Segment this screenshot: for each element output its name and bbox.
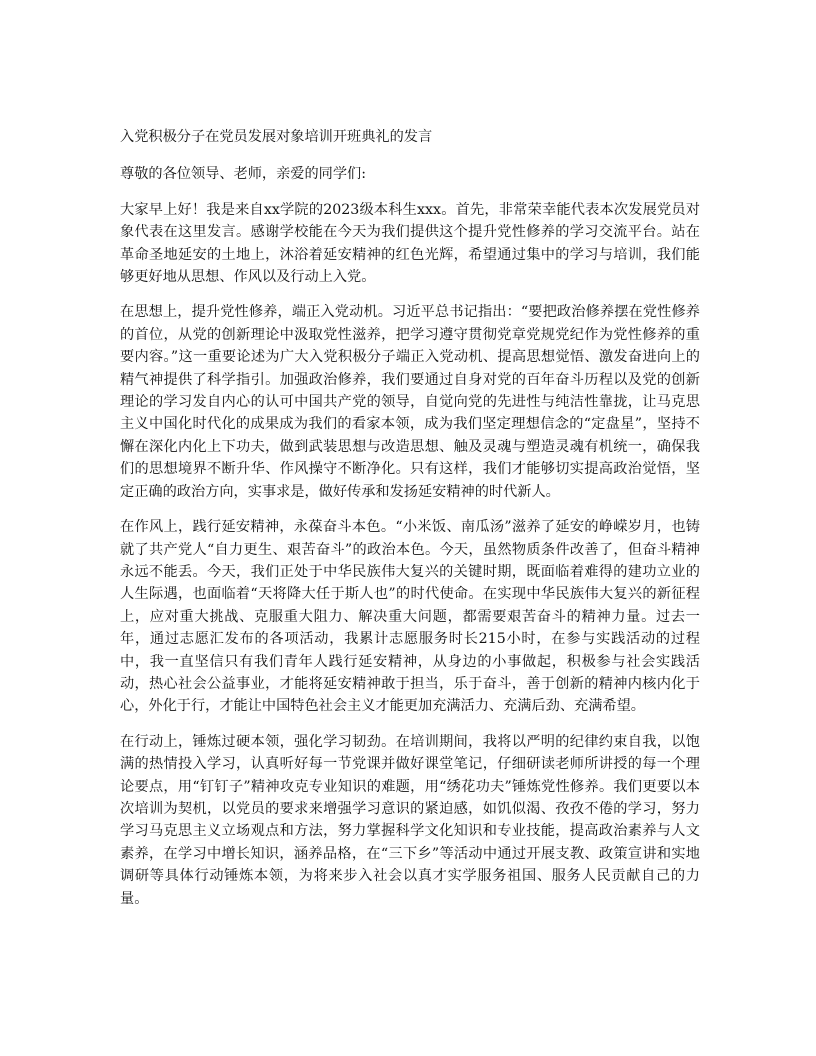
document-title: 入党积极分子在党员发展对象培训开班典礼的发言 <box>120 129 433 145</box>
document-body <box>120 126 700 923</box>
paragraph-action: 在行动上，锤炼过硬本领，强化学习韧劲。在培训期间，我将以严明的纪律约束自我，以饱满的热情投入学习，认真听好每一节党课并做好课堂笔记，仔细研读老师所讲授的每一个理论要点，用“钉钉子”精神攻克专业知识的难题，用“绣花功夫”锤炼党性修养。我们更要以本次培训为契机，以党员的要求来增强学习意识的紧迫感，如饥似渴、孜孜不倦的学习，努力学习马克思主义立场观点和方法，努力掌握科学文化知识和专业技能，提高政治素养与人文素养，在学习中增长知识，涵养品格，在“三下乡”等活动中通过开展支教、政策宣讲和实地调研等具体行动锤炼本领，为将来步入社会以真才实学服务祖国、服务人民贡献自己的力量。 <box>120 733 700 907</box>
greeting: 尊敬的各位领导、老师，亲爱的同学们: <box>120 166 366 183</box>
paragraph-style: 在作风上，践行延安精神，永葆奋斗本色。“小米饭、南瓜汤”滋养了延安的峥嵘岁月，也铸就了共产党人“自力更生、艰苦奋斗”的政治本色。今天，虽然物质条件改善了，但奋斗精神永远不能丢。今天，我们正处于中华民族伟大复兴的关键时期，既面临着难得的建功立业的人生际遇，也面临着“天将降大任于斯人也”的时代使命。在实现中华民族伟大复兴的新征程上，应对重大挑战、克服重大阻力、解决重大问题，都需要艰苦奋斗的精神力量。过去一年，通过志愿汇发布的各项活动，我累计志愿服务时长215小时，在参与实践活动的过程中，我一直坚信只有我们青年人践行延安精神，从身边的小事做起，积极参与社会实践活动，热心社会公益事业，才能将延安精神敢于担当，乐于奋斗，善于创新的精神内核内化于心，外化于行，才能让中国特色社会主义才能更加充满活力、充满后劲、充满希望。 <box>120 519 700 715</box>
paragraph-intro: 大家早上好！我是来自xx学院的2023级本科生xxx。首先，非常荣幸能代表本次发展党员对象代表在这里发言。感谢学校能在今天为我们提供这个提升党性修养的学习交流平台。站在革命圣地延安的土地上，沐浴着延安精神的红色光辉，希望通过集中的学习与培训，我们能够更好地从思想、作风以及行动上入党。 <box>120 201 700 286</box>
paragraph-thought: 在思想上，提升党性修养，端正入党动机。习近平总书记指出：“要把政治修养摆在党性修养的首位，从党的创新理论中汲取党性滋养，把学习遵守贯彻党章党规党纪作为党性修养的重要内容。”这一重要论述为广大入党积极分子端正入党动机、提高思想觉悟、激发奋进向上的精气神提供了科学指引。加强政治修养，我们要通过自身对党的百年奋斗历程以及党的创新理论的学习发自内心的认可中国共产党的领导，自觉向党的先进性与纯洁性靠拢，让马克思主义中国化时代化的成果成为我们的看家本领，成为我们坚定理想信念的“定盘星”，坚持不懈在深化内化上下功夫，做到武装思想与改造思想、触及灵魂与塑造灵魂有机统一，确保我们的思想境界不断升华、作风操守不断净化。只有这样，我们才能够切实提高政治觉悟，坚定正确的政治方向，实事求是，做好传承和发扬延安精神的时代新人。 <box>120 304 700 500</box>
